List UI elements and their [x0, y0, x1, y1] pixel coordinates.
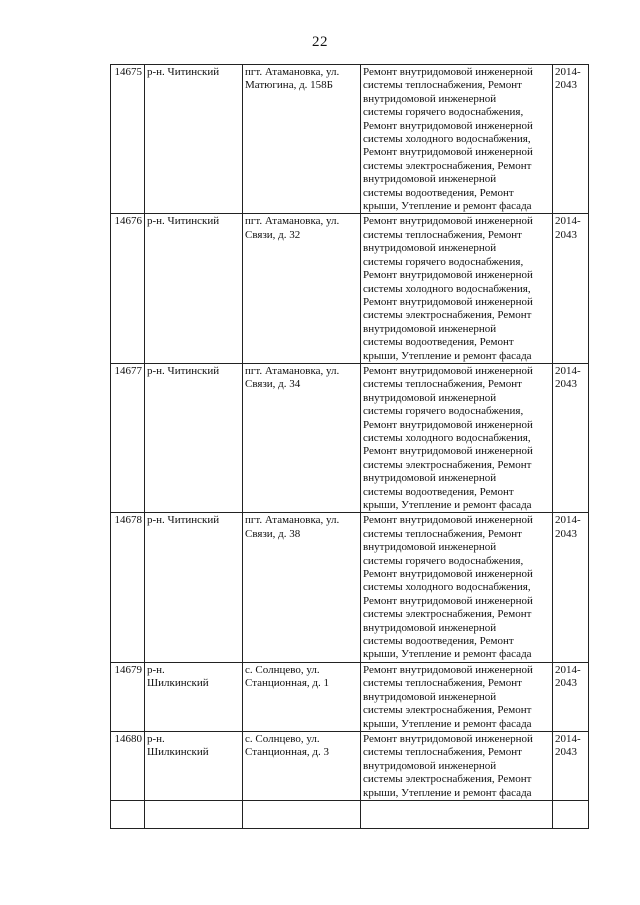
district-cell: р-н. Читинский [145, 363, 243, 512]
empty-cell [111, 800, 145, 828]
period-cell: 2014- 2043 [553, 65, 589, 214]
address-cell: пгт. Атамановка, ул. Связи, д. 32 [243, 214, 361, 363]
empty-cell [553, 800, 589, 828]
empty-cell [243, 800, 361, 828]
period-cell: 2014- 2043 [553, 363, 589, 512]
row-id: 14680 [111, 731, 145, 800]
table-row-spacer [111, 800, 589, 828]
repair-schedule-table [110, 64, 589, 829]
row-id: 14675 [111, 65, 145, 214]
works-cell: Ремонт внутридомовой инженерной системы теплоснабжения, Ремонт внутридомовой инженерной системы горячего водоснабжения, Ремонт внутридомовой инженерной системы холодного водоснабжения, Ремонт внутридомовой инженерной системы электроснабжения, Ремонт внутридомовой инженерной системы водоотведения, Ремонт крыши, Утепление и ремонт фасада [361, 513, 553, 662]
address-cell: пгт. Атамановка, ул. Матюгина, д. 158Б [243, 65, 361, 214]
row-id: 14679 [111, 662, 145, 731]
address-cell: с. Солнцево, ул. Станционная, д. 1 [243, 662, 361, 731]
row-id: 14678 [111, 513, 145, 662]
row-id: 14676 [111, 214, 145, 363]
district-cell: р-н. Шилкинский [145, 662, 243, 731]
period-cell: 2014- 2043 [553, 662, 589, 731]
address-cell: с. Солнцево, ул. Станционная, д. 3 [243, 731, 361, 800]
table-row [111, 363, 589, 512]
district-cell: р-н. Шилкинский [145, 731, 243, 800]
table-row [111, 214, 589, 363]
table-row [111, 513, 589, 662]
period-cell: 2014- 2043 [553, 513, 589, 662]
table-row [111, 662, 589, 731]
district-cell: р-н. Читинский [145, 65, 243, 214]
works-cell: Ремонт внутридомовой инженерной системы теплоснабжения, Ремонт внутридомовой инженерной системы горячего водоснабжения, Ремонт внутридомовой инженерной системы холодного водоснабжения, Ремонт внутридомовой инженерной системы электроснабжения, Ремонт внутридомовой инженерной системы водоотведения, Ремонт крыши, Утепление и ремонт фасада [361, 214, 553, 363]
works-cell: Ремонт внутридомовой инженерной системы теплоснабжения, Ремонт внутридомовой инженерной системы электроснабжения, Ремонт крыши, Утепление и ремонт фасада [361, 731, 553, 800]
district-cell: р-н. Читинский [145, 214, 243, 363]
works-cell: Ремонт внутридомовой инженерной системы теплоснабжения, Ремонт внутридомовой инженерной системы электроснабжения, Ремонт крыши, Утепление и ремонт фасада [361, 662, 553, 731]
address-cell: пгт. Атамановка, ул. Связи, д. 34 [243, 363, 361, 512]
works-cell: Ремонт внутридомовой инженерной системы теплоснабжения, Ремонт внутридомовой инженерной системы горячего водоснабжения, Ремонт внутридомовой инженерной системы холодного водоснабжения, Ремонт внутридомовой инженерной системы электроснабжения, Ремонт внутридомовой инженерной системы водоотведения, Ремонт крыши, Утепление и ремонт фасада [361, 65, 553, 214]
address-cell: пгт. Атамановка, ул. Связи, д. 38 [243, 513, 361, 662]
page-number: 22 [312, 34, 328, 50]
table-row [111, 731, 589, 800]
empty-cell [145, 800, 243, 828]
row-id: 14677 [111, 363, 145, 512]
table-row [111, 65, 589, 214]
period-cell: 2014- 2043 [553, 214, 589, 363]
empty-cell [361, 800, 553, 828]
period-cell: 2014- 2043 [553, 731, 589, 800]
district-cell: р-н. Читинский [145, 513, 243, 662]
works-cell: Ремонт внутридомовой инженерной системы теплоснабжения, Ремонт внутридомовой инженерной системы горячего водоснабжения, Ремонт внутридомовой инженерной системы холодного водоснабжения, Ремонт внутридомовой инженерной системы электроснабжения, Ремонт внутридомовой инженерной системы водоотведения, Ремонт крыши, Утепление и ремонт фасада [361, 363, 553, 512]
